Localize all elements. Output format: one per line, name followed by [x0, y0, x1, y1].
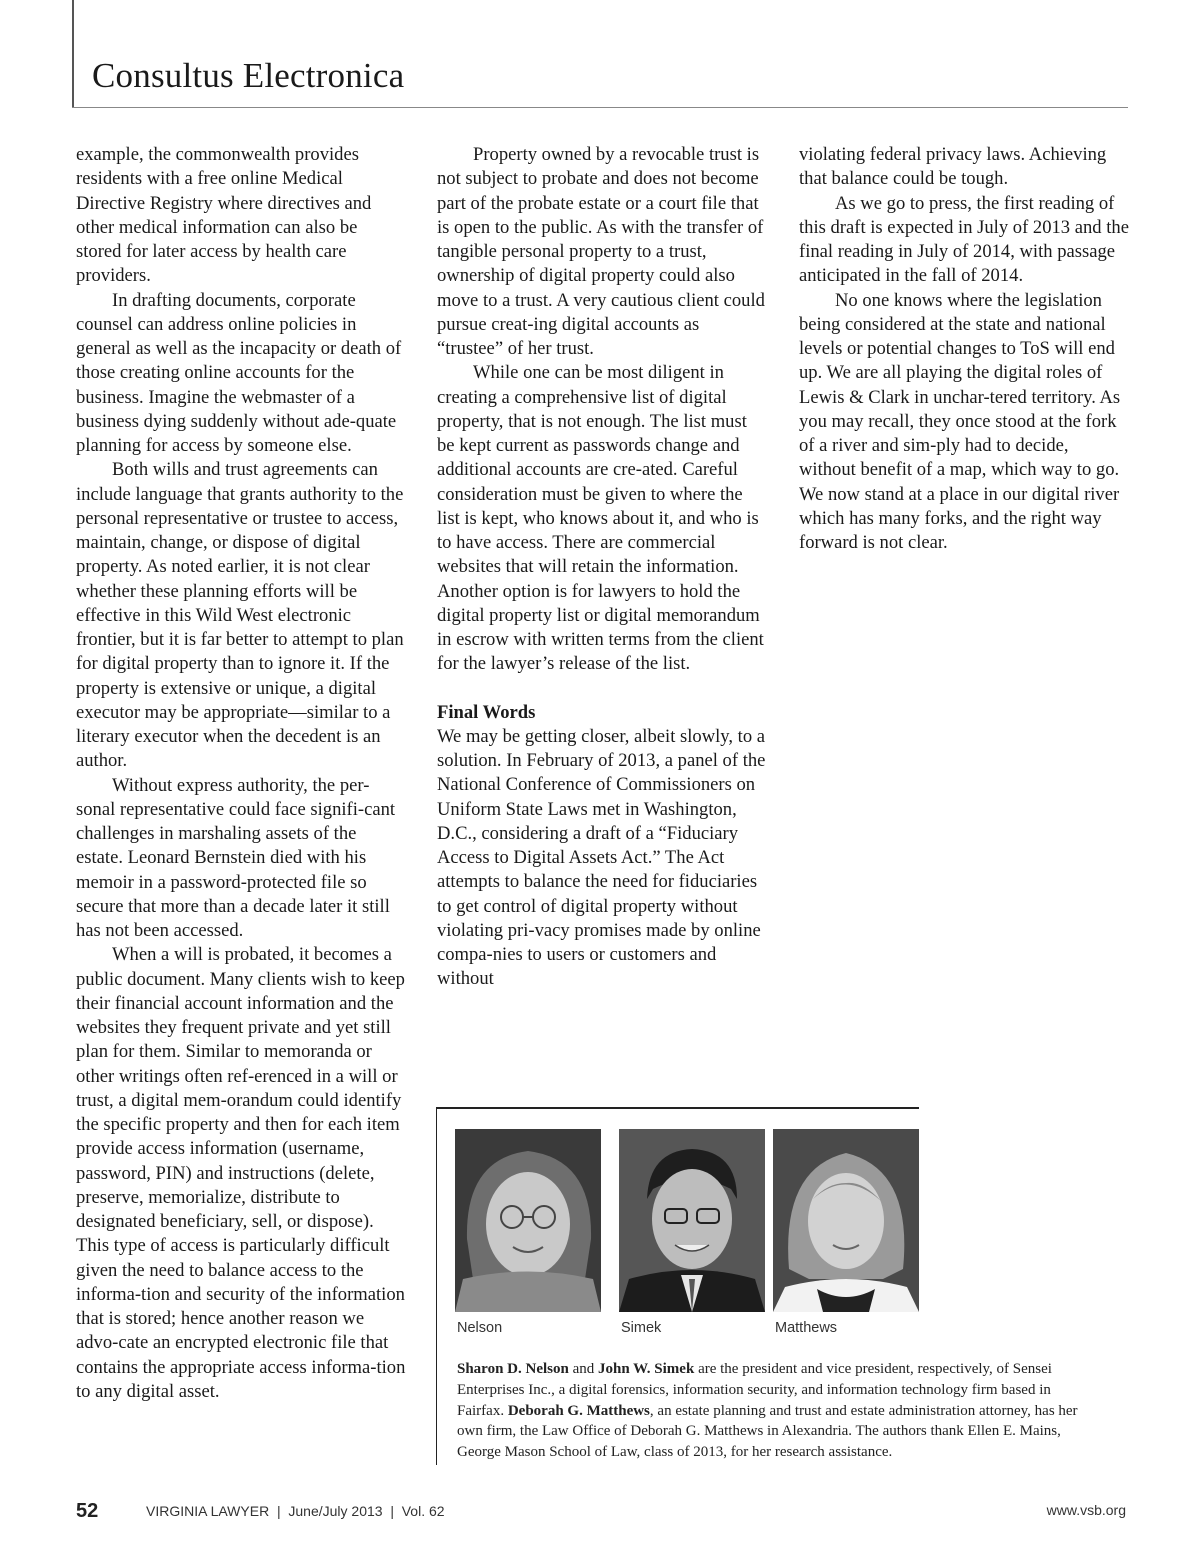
paragraph: In drafting documents, corporate counsel can address online policies in general as well as the incapacity or death of those creating online accounts for the business. Imagine the webmaster of a business dying suddenly without ade-quate planning for access by someone else. [76, 289, 402, 456]
article-column-2 [437, 143, 767, 992]
author-bio-text [457, 1359, 1097, 1463]
paragraph: example, the commonwealth provides residents with a free online Medical Directive Registry where directives and other medical information can also be stored for later access by health care providers. [76, 144, 372, 287]
article-column-3 [799, 143, 1129, 555]
section-title: Consultus Electronica [92, 56, 405, 95]
header-vertical-rule [72, 0, 74, 108]
paragraph: Property owned by a revocable trust is not subject to probate and does not become part of the probate estate or a court file that is open to the public. As with the transfer of tangible personal property to a trust, ownership of digital property could also move to a trust. A very cautious client could pursue creat-ing digital accounts as “trustee” of her trust. [437, 144, 765, 359]
website-url: www.vsb.org [1046, 1502, 1126, 1518]
article-column-1 [76, 143, 406, 1404]
paragraph: We may be getting closer, albeit slowly, to a solution. In February of 2013, a panel of the National Conference of Commissioners on Uniform State Laws met in Washington, D.C., considering a draft of a “Fiduciary Access to Digital Assets Act.” The Act attempts to balance the need for fiduciaries to get control of digital property without violating pri-vacy promises made by online compa-nies to users or customers and without [437, 725, 766, 990]
photo-caption-matthews: Matthews [775, 1320, 838, 1336]
paragraph: When a will is probated, it becomes a public document. Many clients wish to keep their financial account information and the websites they frequent private and yet still plan for them. Similar to memoranda or other writings often ref-erenced in a will or trust, a digital mem-orandum could identify the specific property and then for each item provide access information (username, password, PIN) and instructions (delete, preserve, memorialize, distribute to designated beneficiary, sell, or dispose). This type of access is particularly difficult given the need to balance access to the informa-tion and security of the information that is stored; hence another reason we advo-cate an encrypted electronic file that contains the appropriate access informa-tion to any digital asset. [76, 944, 406, 1402]
bio-connector: and [568, 1361, 599, 1377]
author-photo-simek [619, 1129, 765, 1312]
header-rule [72, 107, 1128, 108]
author-photo-matthews [773, 1129, 919, 1312]
author-name-nelson: Sharon D. Nelson [457, 1361, 569, 1377]
author-name-matthews: Deborah G. Matthews [507, 1402, 650, 1419]
paragraph: As we go to press, the first reading of this draft is expected in July of 2013 and the final reading in July of 2014, with passage anticipated in the fall of 2014. [799, 192, 1129, 287]
bio-sentence-2: , an estate planning and trust and estate administration attorney, has her own firm, the Law Office of Deborah G. Matthews in Alexandria. The authors thank Ellen E. Mains, George Mason School of Law, class of 2013, for her research assistance. [457, 1402, 1078, 1461]
author-photo-nelson [455, 1129, 601, 1312]
paragraph: Both wills and trust agreements can include language that grants authority to the personal representative or trustee to access, maintain, change, or dispose of digital property. As noted earlier, it is not clear whether these planning efforts will be effective in this Wild West electronic frontier, but it is far better to attempt to plan for digital property than to ignore it. If the property is extensive or unique, a digital executor may be appropriate—similar to a literary executor when the decedent is an author. [76, 459, 404, 772]
bio-sentence-1: are the president and vice president, respectively, of Sensei Enterprises Inc., a digital forensics, information security, and information technology firm based in Fairfax. [457, 1361, 1052, 1419]
paragraph: Without express authority, the per-sonal representative could face signifi-cant challenges in marshaling assets of the estate. Leonard Bernstein died with his memoir in a password-protected file so secure that more than a decade later it still has not been accessed. [76, 774, 396, 941]
magazine-issue: VIRGINIA LAWYER | June/July 2013 | Vol. 62 [146, 1503, 445, 1519]
author-name-simek: John W. Simek [598, 1361, 695, 1377]
author-bio-box [436, 1107, 1078, 1465]
subhead-final-words: Final Words [437, 701, 536, 723]
photo-caption-simek: Simek [621, 1320, 662, 1336]
page-number: 52 [76, 1500, 99, 1522]
paragraph: No one knows where the legislation being considered at the state and national levels or potential changes to ToS will end up. We are all playing the digital roles of Lewis & Clark in unchar-tered territory. As you may recall, they once stood at the fork of a river and sim-ply had to decide, without benefit of a map, which way to go. We now stand at a place in our digital river which has many forks, and the right way forward is not clear. [799, 289, 1121, 553]
paragraph: While one can be most diligent in creating a comprehensive list of digital property, that is not enough. The list must be kept current as passwords change and additional accounts are cre-ated. Careful consideration must be given to where the list is kept, who knows about it, and who is to have access. There are commercial websites that will retain the information. Another option is for lawyers to hold the digital property list or digital memorandum in escrow with written terms from the client for the lawyer’s release of the list. [437, 362, 764, 675]
paragraph: violating federal privacy laws. Achieving that balance could be tough. [799, 144, 1107, 190]
photo-caption-nelson: Nelson [457, 1320, 503, 1336]
